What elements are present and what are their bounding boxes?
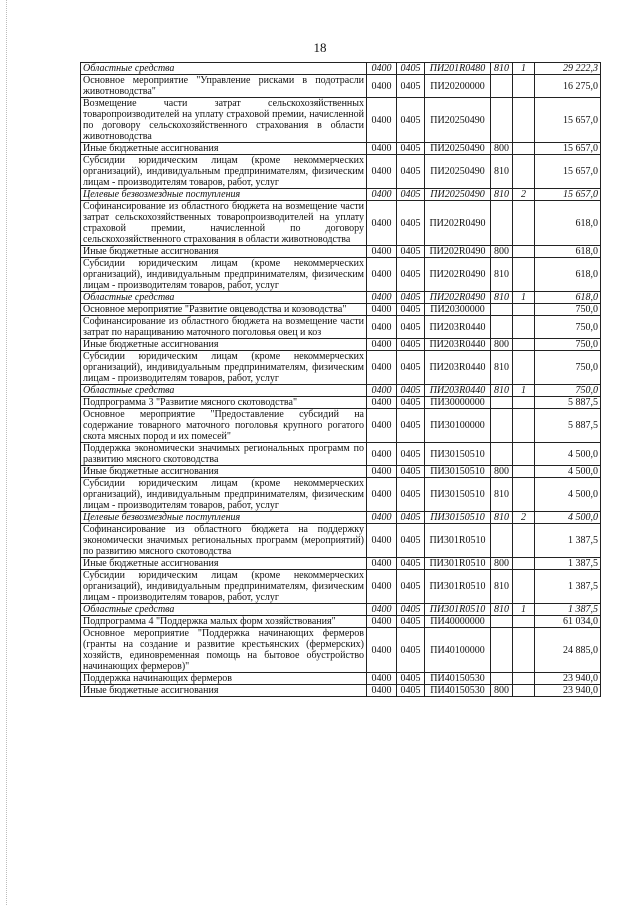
row-name-cell: Субсидии юридическим лицам (кроме некоммерческих организаций), индивидуальным предпринимателям, физическим лицам - производителям товаров, работ, услуг: [81, 570, 367, 604]
section-code-cell: 0400: [367, 143, 397, 155]
section-code-cell: 0400: [367, 685, 397, 697]
amount-cell: 15 657,0: [535, 189, 601, 201]
table-row: [81, 201, 601, 246]
subsection-code-cell: 0405: [397, 143, 425, 155]
funding-source-cell: [513, 628, 535, 673]
expense-type-cell: 810: [491, 189, 513, 201]
target-article-cell: ПИ301R0510: [425, 524, 491, 558]
row-name-cell: Основное мероприятие "Управление рисками в подотрасли животноводства": [81, 75, 367, 98]
funding-source-cell: [513, 258, 535, 292]
expense-type-cell: [491, 673, 513, 685]
target-article-cell: ПИ202R0490: [425, 246, 491, 258]
subsection-code-cell: 0405: [397, 616, 425, 628]
funding-source-cell: [513, 339, 535, 351]
expense-type-cell: [491, 524, 513, 558]
section-code-cell: 0400: [367, 478, 397, 512]
table-row: [81, 155, 601, 189]
budget-table: [80, 62, 601, 697]
table-row: [81, 466, 601, 478]
target-article-cell: ПИ203R0440: [425, 316, 491, 339]
row-name-cell: Областные средства: [81, 385, 367, 397]
row-name-cell: Иные бюджетные ассигнования: [81, 246, 367, 258]
subsection-code-cell: 0405: [397, 570, 425, 604]
subsection-code-cell: 0405: [397, 339, 425, 351]
table-row: [81, 189, 601, 201]
funding-source-cell: [513, 316, 535, 339]
row-name-cell: Основное мероприятие "Предоставление субсидий на содержание товарного маточного поголовья крупного рогатого скота мясных пород и их помесей": [81, 409, 367, 443]
subsection-code-cell: 0405: [397, 155, 425, 189]
amount-cell: 750,0: [535, 339, 601, 351]
table-row: [81, 258, 601, 292]
expense-type-cell: 800: [491, 246, 513, 258]
amount-cell: 4 500,0: [535, 466, 601, 478]
amount-cell: 5 887,5: [535, 409, 601, 443]
funding-source-cell: [513, 673, 535, 685]
section-code-cell: 0400: [367, 558, 397, 570]
amount-cell: 5 887,5: [535, 397, 601, 409]
target-article-cell: ПИ203R0440: [425, 339, 491, 351]
funding-source-cell: 2: [513, 189, 535, 201]
subsection-code-cell: 0405: [397, 292, 425, 304]
expense-type-cell: 800: [491, 466, 513, 478]
target-article-cell: ПИ301R0510: [425, 604, 491, 616]
target-article-cell: ПИ40100000: [425, 628, 491, 673]
funding-source-cell: 1: [513, 292, 535, 304]
amount-cell: 1 387,5: [535, 558, 601, 570]
row-name-cell: Возмещение части затрат сельскохозяйственных товаропроизводителей на уплату страховой премии, начисленной по договору сельскохозяйственного страхования в области животноводства: [81, 98, 367, 143]
section-code-cell: 0400: [367, 673, 397, 685]
target-article-cell: ПИ20200000: [425, 75, 491, 98]
row-name-cell: Софинансирование из областного бюджета на возмещение части затрат сельскохозяйственных товаропроизводителей на уплату страховой премии, начисленной по договору сельскохозяйственного страхования в области животноводства: [81, 201, 367, 246]
subsection-code-cell: 0405: [397, 443, 425, 466]
expense-type-cell: [491, 409, 513, 443]
table-row: [81, 98, 601, 143]
target-article-cell: ПИ203R0440: [425, 351, 491, 385]
amount-cell: 750,0: [535, 351, 601, 385]
table-row: [81, 478, 601, 512]
target-article-cell: ПИ40000000: [425, 616, 491, 628]
table-row: [81, 673, 601, 685]
section-code-cell: 0400: [367, 75, 397, 98]
row-name-cell: Субсидии юридическим лицам (кроме некоммерческих организаций), индивидуальным предпринимателям, физическим лицам - производителям товаров, работ, услуг: [81, 351, 367, 385]
subsection-code-cell: 0405: [397, 397, 425, 409]
amount-cell: 4 500,0: [535, 443, 601, 466]
table-row: [81, 524, 601, 558]
section-code-cell: 0400: [367, 189, 397, 201]
subsection-code-cell: 0405: [397, 673, 425, 685]
amount-cell: 750,0: [535, 304, 601, 316]
table-row: [81, 604, 601, 616]
target-article-cell: ПИ40150530: [425, 685, 491, 697]
target-article-cell: ПИ40150530: [425, 673, 491, 685]
target-article-cell: ПИ202R0490: [425, 201, 491, 246]
table-row: [81, 409, 601, 443]
table-row: [81, 63, 601, 75]
section-code-cell: 0400: [367, 628, 397, 673]
section-code-cell: 0400: [367, 201, 397, 246]
expense-type-cell: 810: [491, 292, 513, 304]
row-name-cell: Поддержка начинающих фермеров: [81, 673, 367, 685]
subsection-code-cell: 0405: [397, 478, 425, 512]
target-article-cell: ПИ30150510: [425, 443, 491, 466]
section-code-cell: 0400: [367, 98, 397, 143]
amount-cell: 750,0: [535, 316, 601, 339]
section-code-cell: 0400: [367, 466, 397, 478]
subsection-code-cell: 0405: [397, 75, 425, 98]
row-name-cell: Софинансирование из областного бюджета на поддержку экономически значимых региональных программ (мероприятий) по развитию мясного скотоводства: [81, 524, 367, 558]
subsection-code-cell: 0405: [397, 63, 425, 75]
subsection-code-cell: 0405: [397, 246, 425, 258]
funding-source-cell: [513, 98, 535, 143]
expense-type-cell: 810: [491, 385, 513, 397]
amount-cell: 1 387,5: [535, 604, 601, 616]
funding-source-cell: 2: [513, 512, 535, 524]
row-name-cell: Иные бюджетные ассигнования: [81, 558, 367, 570]
funding-source-cell: [513, 443, 535, 466]
section-code-cell: 0400: [367, 246, 397, 258]
subsection-code-cell: 0405: [397, 98, 425, 143]
table-row: [81, 443, 601, 466]
expense-type-cell: 800: [491, 685, 513, 697]
expense-type-cell: 810: [491, 351, 513, 385]
target-article-cell: ПИ30000000: [425, 397, 491, 409]
subsection-code-cell: 0405: [397, 604, 425, 616]
amount-cell: 23 940,0: [535, 673, 601, 685]
funding-source-cell: [513, 616, 535, 628]
target-article-cell: ПИ301R0510: [425, 570, 491, 604]
subsection-code-cell: 0405: [397, 304, 425, 316]
amount-cell: 15 657,0: [535, 143, 601, 155]
subsection-code-cell: 0405: [397, 685, 425, 697]
target-article-cell: ПИ201R0480: [425, 63, 491, 75]
section-code-cell: 0400: [367, 409, 397, 443]
row-name-cell: Субсидии юридическим лицам (кроме некоммерческих организаций), индивидуальным предпринимателям, физическим лицам - производителям товаров, работ, услуг: [81, 478, 367, 512]
amount-cell: 23 940,0: [535, 685, 601, 697]
amount-cell: 15 657,0: [535, 155, 601, 189]
expense-type-cell: [491, 316, 513, 339]
table-row: [81, 628, 601, 673]
funding-source-cell: [513, 524, 535, 558]
table-row: [81, 143, 601, 155]
amount-cell: 4 500,0: [535, 478, 601, 512]
row-name-cell: Софинансирование из областного бюджета на возмещение части затрат по наращиванию маточного поголовья овец и коз: [81, 316, 367, 339]
section-code-cell: 0400: [367, 63, 397, 75]
target-article-cell: ПИ30150510: [425, 512, 491, 524]
amount-cell: 1 387,5: [535, 524, 601, 558]
table-row: [81, 616, 601, 628]
section-code-cell: 0400: [367, 316, 397, 339]
table-row: [81, 339, 601, 351]
section-code-cell: 0400: [367, 258, 397, 292]
table-row: [81, 351, 601, 385]
page-margin-line: [6, 0, 7, 905]
row-name-cell: Областные средства: [81, 292, 367, 304]
section-code-cell: 0400: [367, 292, 397, 304]
expense-type-cell: [491, 98, 513, 143]
target-article-cell: ПИ20250490: [425, 98, 491, 143]
funding-source-cell: 1: [513, 63, 535, 75]
table-row: [81, 558, 601, 570]
table-row: [81, 512, 601, 524]
expense-type-cell: 810: [491, 512, 513, 524]
section-code-cell: 0400: [367, 604, 397, 616]
funding-source-cell: [513, 351, 535, 385]
subsection-code-cell: 0405: [397, 258, 425, 292]
table-row: [81, 570, 601, 604]
row-name-cell: Иные бюджетные ассигнования: [81, 143, 367, 155]
funding-source-cell: [513, 570, 535, 604]
expense-type-cell: 810: [491, 478, 513, 512]
target-article-cell: ПИ20250490: [425, 155, 491, 189]
funding-source-cell: 1: [513, 385, 535, 397]
section-code-cell: 0400: [367, 512, 397, 524]
amount-cell: 618,0: [535, 292, 601, 304]
subsection-code-cell: 0405: [397, 351, 425, 385]
table-row: [81, 292, 601, 304]
expense-type-cell: [491, 201, 513, 246]
amount-cell: 24 885,0: [535, 628, 601, 673]
subsection-code-cell: 0405: [397, 189, 425, 201]
amount-cell: 15 657,0: [535, 98, 601, 143]
expense-type-cell: [491, 304, 513, 316]
amount-cell: 4 500,0: [535, 512, 601, 524]
table-row: [81, 75, 601, 98]
amount-cell: 618,0: [535, 201, 601, 246]
section-code-cell: 0400: [367, 351, 397, 385]
subsection-code-cell: 0405: [397, 524, 425, 558]
expense-type-cell: [491, 628, 513, 673]
row-name-cell: Иные бюджетные ассигнования: [81, 339, 367, 351]
row-name-cell: Иные бюджетные ассигнования: [81, 685, 367, 697]
expense-type-cell: 800: [491, 558, 513, 570]
amount-cell: 618,0: [535, 246, 601, 258]
row-name-cell: Областные средства: [81, 63, 367, 75]
table-row: [81, 246, 601, 258]
target-article-cell: ПИ20250490: [425, 143, 491, 155]
funding-source-cell: [513, 155, 535, 189]
row-name-cell: Основное мероприятие "Развитие овцеводства и козоводства": [81, 304, 367, 316]
target-article-cell: ПИ301R0510: [425, 558, 491, 570]
funding-source-cell: [513, 246, 535, 258]
table-row: [81, 397, 601, 409]
table-row: [81, 316, 601, 339]
target-article-cell: ПИ20250490: [425, 189, 491, 201]
amount-cell: 618,0: [535, 258, 601, 292]
funding-source-cell: [513, 478, 535, 512]
row-name-cell: Поддержка экономически значимых региональных программ по развитию мясного скотоводства: [81, 443, 367, 466]
amount-cell: 750,0: [535, 385, 601, 397]
expense-type-cell: 810: [491, 63, 513, 75]
funding-source-cell: [513, 466, 535, 478]
target-article-cell: ПИ203R0440: [425, 385, 491, 397]
section-code-cell: 0400: [367, 339, 397, 351]
subsection-code-cell: 0405: [397, 409, 425, 443]
subsection-code-cell: 0405: [397, 628, 425, 673]
expense-type-cell: [491, 75, 513, 98]
funding-source-cell: [513, 75, 535, 98]
amount-cell: 1 387,5: [535, 570, 601, 604]
expense-type-cell: 810: [491, 570, 513, 604]
amount-cell: 29 222,3: [535, 63, 601, 75]
subsection-code-cell: 0405: [397, 466, 425, 478]
subsection-code-cell: 0405: [397, 512, 425, 524]
amount-cell: 16 275,0: [535, 75, 601, 98]
section-code-cell: 0400: [367, 570, 397, 604]
row-name-cell: Иные бюджетные ассигнования: [81, 466, 367, 478]
section-code-cell: 0400: [367, 397, 397, 409]
row-name-cell: Основное мероприятие "Поддержка начинающих фермеров (гранты на создание и развитие крестьянских (фермерских) хозяйств, единовременная помощь на бытовое обустройство начинающих фермеров)": [81, 628, 367, 673]
row-name-cell: Целевые безвозмездные поступления: [81, 512, 367, 524]
expense-type-cell: 810: [491, 258, 513, 292]
section-code-cell: 0400: [367, 443, 397, 466]
funding-source-cell: 1: [513, 604, 535, 616]
section-code-cell: 0400: [367, 616, 397, 628]
funding-source-cell: [513, 558, 535, 570]
funding-source-cell: [513, 304, 535, 316]
row-name-cell: Субсидии юридическим лицам (кроме некоммерческих организаций), индивидуальным предпринимателям, физическим лицам - производителям товаров, работ, услуг: [81, 155, 367, 189]
subsection-code-cell: 0405: [397, 558, 425, 570]
target-article-cell: ПИ202R0490: [425, 258, 491, 292]
section-code-cell: 0400: [367, 385, 397, 397]
row-name-cell: Субсидии юридическим лицам (кроме некоммерческих организаций), индивидуальным предпринимателям, физическим лицам - производителям товаров, работ, услуг: [81, 258, 367, 292]
funding-source-cell: [513, 397, 535, 409]
page-number: 18: [313, 40, 327, 55]
expense-type-cell: [491, 443, 513, 466]
expense-type-cell: 800: [491, 339, 513, 351]
expense-type-cell: 810: [491, 604, 513, 616]
funding-source-cell: [513, 143, 535, 155]
expense-type-cell: 800: [491, 143, 513, 155]
subsection-code-cell: 0405: [397, 385, 425, 397]
section-code-cell: 0400: [367, 155, 397, 189]
amount-cell: 61 034,0: [535, 616, 601, 628]
subsection-code-cell: 0405: [397, 201, 425, 246]
expense-type-cell: 810: [491, 155, 513, 189]
section-code-cell: 0400: [367, 304, 397, 316]
section-code-cell: 0400: [367, 524, 397, 558]
target-article-cell: ПИ202R0490: [425, 292, 491, 304]
row-name-cell: Подпрограмма 4 "Поддержка малых форм хозяйствования": [81, 616, 367, 628]
subsection-code-cell: 0405: [397, 316, 425, 339]
target-article-cell: ПИ30100000: [425, 409, 491, 443]
target-article-cell: ПИ30150510: [425, 478, 491, 512]
table-row: [81, 304, 601, 316]
row-name-cell: Целевые безвозмездные поступления: [81, 189, 367, 201]
expense-type-cell: [491, 397, 513, 409]
funding-source-cell: [513, 201, 535, 246]
table-row: [81, 685, 601, 697]
row-name-cell: Подпрограмма 3 "Развитие мясного скотоводства": [81, 397, 367, 409]
expense-type-cell: [491, 616, 513, 628]
funding-source-cell: [513, 409, 535, 443]
target-article-cell: ПИ30150510: [425, 466, 491, 478]
table-row: [81, 385, 601, 397]
table-body: [81, 63, 601, 697]
row-name-cell: Областные средства: [81, 604, 367, 616]
funding-source-cell: [513, 685, 535, 697]
target-article-cell: ПИ20300000: [425, 304, 491, 316]
